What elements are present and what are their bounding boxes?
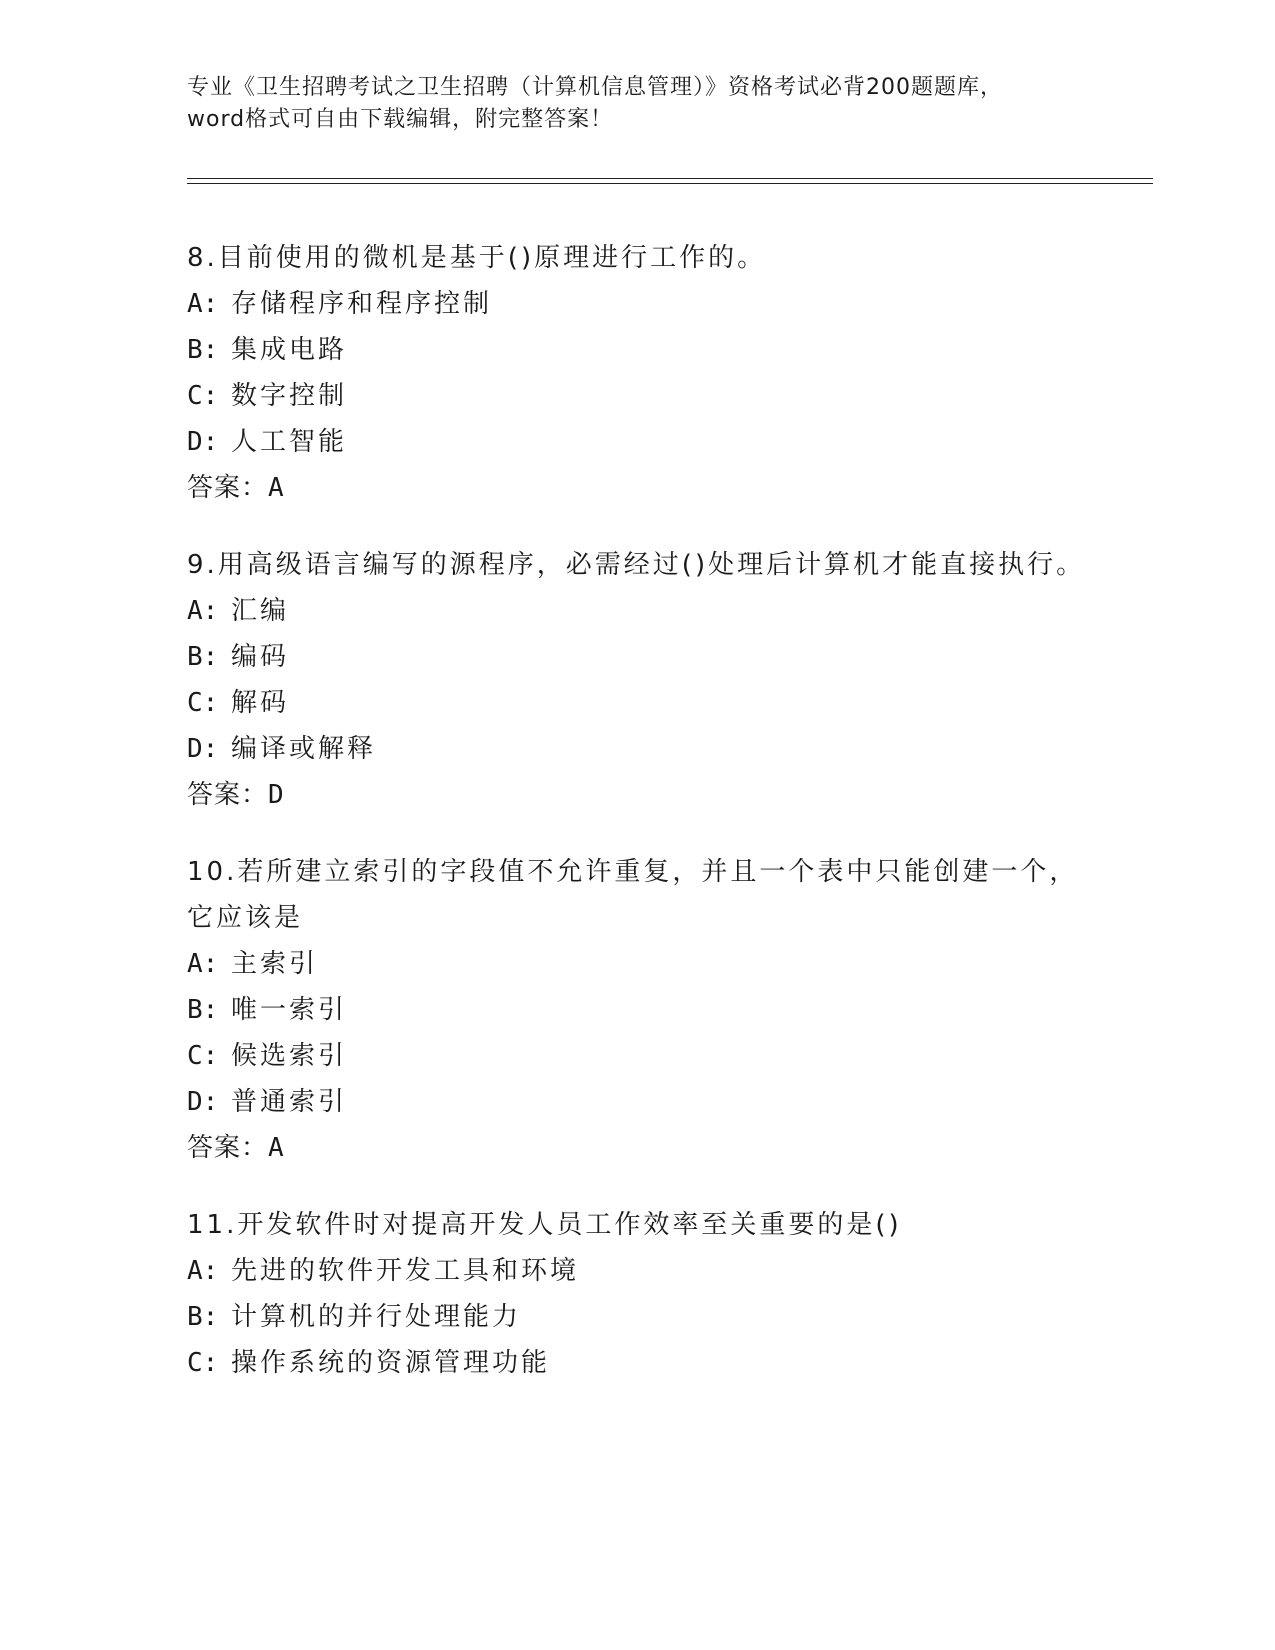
question-block bbox=[187, 235, 1087, 511]
option-key: A: bbox=[187, 1256, 219, 1286]
answer-option bbox=[187, 1294, 1087, 1340]
answer-line bbox=[187, 465, 1087, 511]
question-list bbox=[187, 235, 1087, 1417]
question-stem: 11.开发软件时对提高开发人员工作效率至关重要的是() bbox=[187, 1210, 902, 1240]
option-text: 存储程序和程序控制 bbox=[231, 289, 493, 319]
answer-option bbox=[187, 588, 1087, 634]
option-text: 数字控制 bbox=[231, 381, 348, 411]
option-key: A: bbox=[187, 289, 219, 319]
option-key: B: bbox=[187, 335, 219, 365]
option-key: B: bbox=[187, 995, 219, 1025]
question-stem: 8.目前使用的微机是基于()原理进行工作的。 bbox=[187, 243, 767, 273]
header-divider-bottom bbox=[187, 183, 1153, 184]
answer-option bbox=[187, 987, 1087, 1033]
question-block bbox=[187, 849, 1087, 1171]
option-text: 普通索引 bbox=[231, 1087, 348, 1117]
answer-line bbox=[187, 1125, 1087, 1171]
document-header bbox=[187, 72, 1087, 136]
answer-option bbox=[187, 634, 1087, 680]
option-text: 计算机的并行处理能力 bbox=[231, 1302, 522, 1332]
option-text: 人工智能 bbox=[231, 427, 348, 457]
option-key: A: bbox=[187, 949, 219, 979]
option-key: C: bbox=[187, 688, 219, 718]
option-key: B: bbox=[187, 1302, 219, 1332]
answer-line bbox=[187, 772, 1087, 818]
option-text: 编译或解释 bbox=[231, 734, 377, 764]
header-line-1: 专业《卫生招聘考试之卫生招聘（计算机信息管理）》资格考试必背200题题库， bbox=[187, 75, 1003, 100]
option-text: 操作系统的资源管理功能 bbox=[231, 1348, 551, 1378]
option-key: B: bbox=[187, 642, 219, 672]
answer-value: A bbox=[268, 1133, 285, 1163]
option-key: C: bbox=[187, 1041, 219, 1071]
answer-label: 答案： bbox=[187, 1133, 269, 1163]
option-text: 先进的软件开发工具和环境 bbox=[231, 1256, 580, 1286]
answer-option bbox=[187, 419, 1087, 465]
option-text: 唯一索引 bbox=[231, 995, 348, 1025]
answer-option bbox=[187, 1033, 1087, 1079]
option-text: 集成电路 bbox=[231, 335, 348, 365]
answer-option bbox=[187, 941, 1087, 987]
answer-option bbox=[187, 726, 1087, 772]
answer-option bbox=[187, 1248, 1087, 1294]
header-divider-top bbox=[187, 178, 1153, 179]
option-text: 解码 bbox=[231, 688, 290, 718]
answer-option bbox=[187, 281, 1087, 327]
option-key: D: bbox=[187, 427, 219, 457]
option-text: 汇编 bbox=[231, 596, 290, 626]
answer-option bbox=[187, 1079, 1087, 1125]
option-text: 主索引 bbox=[231, 949, 319, 979]
answer-value: D bbox=[268, 780, 285, 810]
option-key: C: bbox=[187, 1348, 219, 1378]
question-stem: 9.用高级语言编写的源程序，必需经过()处理后计算机才能直接执行。 bbox=[187, 550, 1086, 580]
answer-option bbox=[187, 373, 1087, 419]
header-line-2: word格式可自由下载编辑，附完整答案！ bbox=[187, 107, 614, 132]
question-block bbox=[187, 542, 1087, 818]
answer-value: A bbox=[268, 473, 285, 503]
answer-option bbox=[187, 327, 1087, 373]
option-key: C: bbox=[187, 381, 219, 411]
answer-option bbox=[187, 680, 1087, 726]
question-stem: 10.若所建立索引的字段值不允许重复，并且一个表中只能创建一个，它应该是 bbox=[187, 857, 1079, 933]
answer-label: 答案： bbox=[187, 780, 269, 810]
option-key: D: bbox=[187, 734, 219, 764]
option-key: A: bbox=[187, 596, 219, 626]
option-text: 候选索引 bbox=[231, 1041, 348, 1071]
answer-label: 答案： bbox=[187, 473, 269, 503]
question-block bbox=[187, 1202, 1087, 1386]
answer-option bbox=[187, 1340, 1087, 1386]
option-key: D: bbox=[187, 1087, 219, 1117]
option-text: 编码 bbox=[231, 642, 290, 672]
